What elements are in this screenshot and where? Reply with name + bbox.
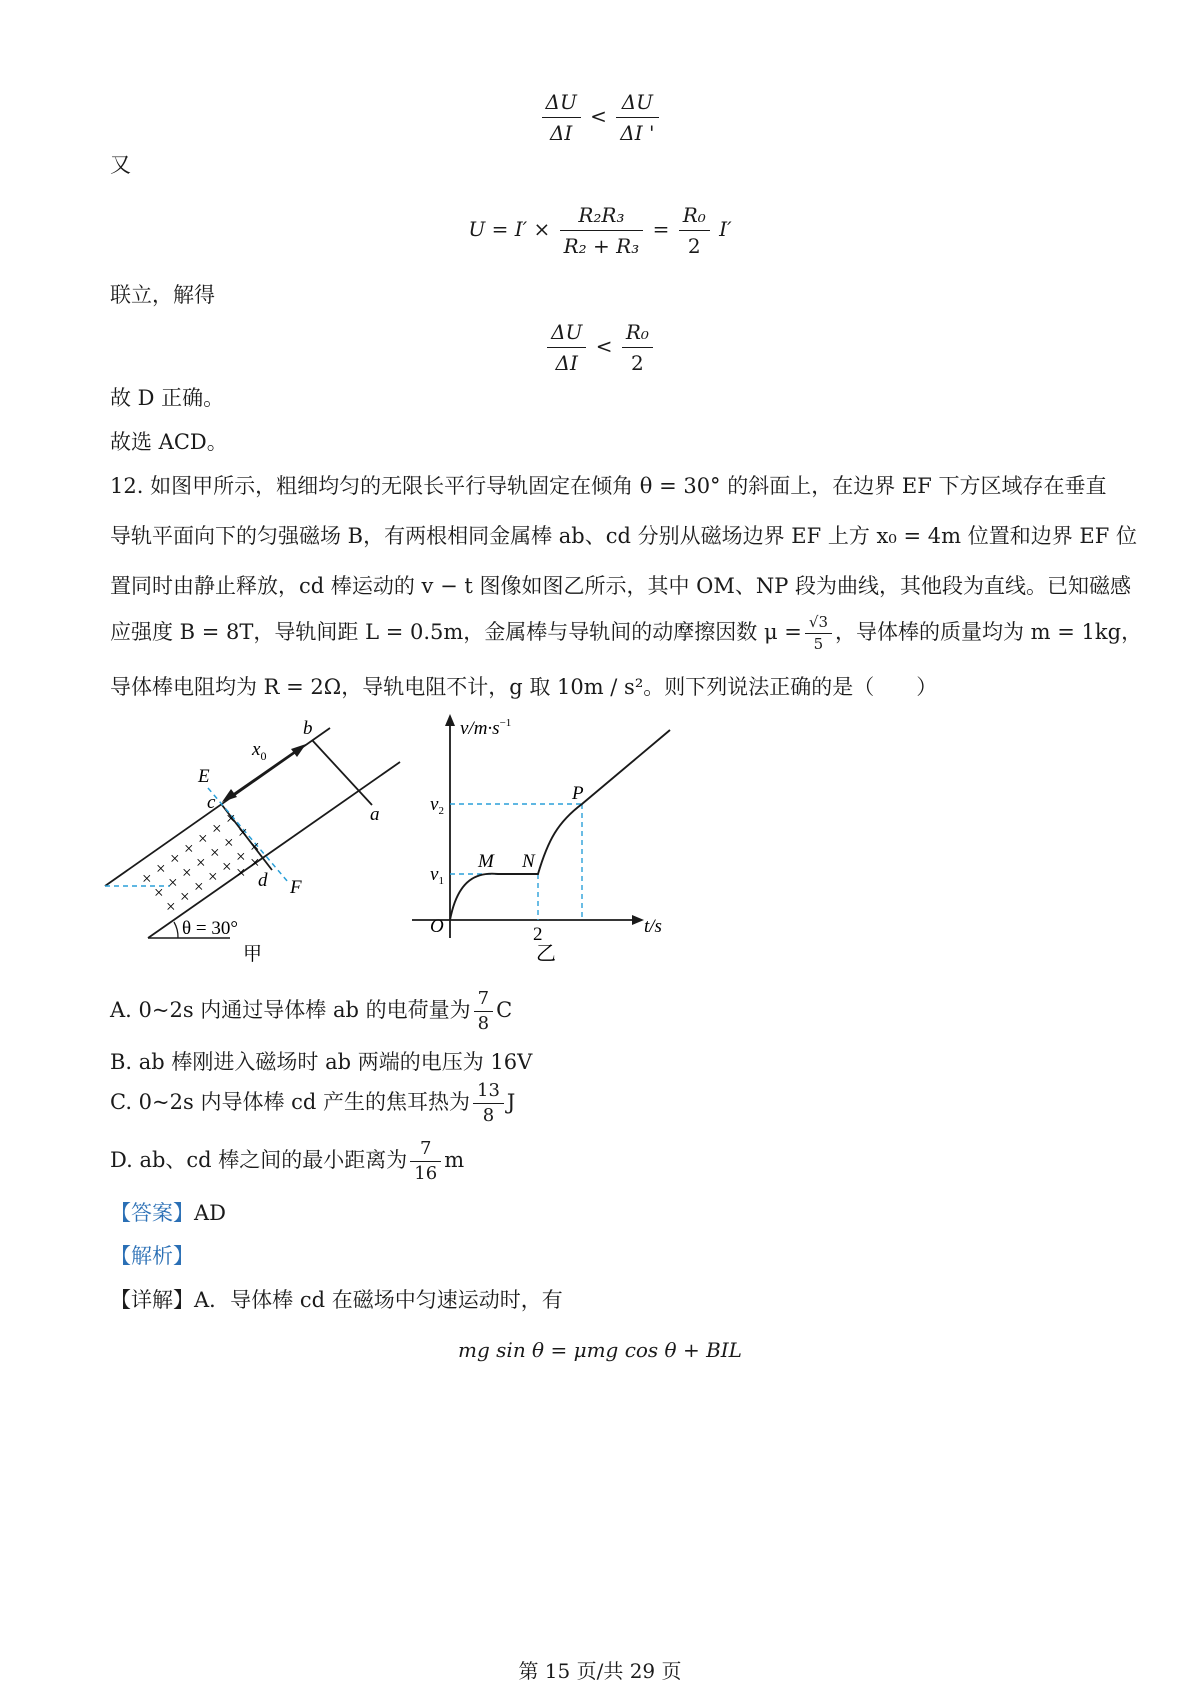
eq2-lhs: U = I′ × [468,217,551,241]
figure-yi [400,710,690,970]
bar-ab [312,740,372,805]
field-cross-mark: × [236,847,246,866]
vt-curve [450,730,670,920]
equation-final: mg sin θ = μmg cos θ + BIL [458,1338,742,1362]
field-cross-mark: × [226,809,236,828]
eq3-op: < [595,334,613,358]
text-you: 又 [110,153,131,177]
v2-label: $v_2$ [430,794,444,817]
field-cross-mark: × [180,887,190,906]
eq1-rhs-den: ΔI ' [620,121,655,145]
eq2-r-num: R₀ [679,203,710,231]
eq2-tail: I′ [719,217,732,241]
equation-3 [0,320,1200,375]
x-axis-label: t/s [644,916,662,937]
q12-line-3: 置同时由静止释放，cd 棒运动的 v − t 图像如图乙所示，其中 OM、NP 段为曲线，其他段为直线。已知磁感 [110,574,1132,598]
q12-line-4b: ，导体棒的质量均为 m = 1kg， [835,620,1143,644]
field-cross-mark: × [154,883,164,902]
field-cross-mark: × [194,877,204,896]
eq3-lhs-den: ΔI [555,351,578,375]
tick-2-label: 2 [533,924,543,945]
answer-value: AD [194,1201,227,1225]
field-cross-mark: × [250,853,260,872]
detail-line [110,1290,563,1311]
label-a: a [370,804,380,825]
option-c [110,1082,515,1125]
analysis-tag: 【解析】 [110,1244,194,1268]
q12-line-4a: 应强度 B = 8T，导轨间距 L = 0.5m，金属棒与导轨间的动摩擦因数 μ = [110,620,802,644]
t-axis-arrow [632,915,644,925]
answer-line [110,1203,226,1224]
field-cross-mark: × [222,857,232,876]
theta-arc [174,922,178,938]
x0-arrowhead-left [222,789,237,802]
analysis-line [110,1246,194,1267]
eq1-op: < [590,104,607,128]
origin-label: O [430,916,444,937]
field-cross-mark: × [170,849,180,868]
field-cross-mark: × [250,837,260,856]
field-cross-mark: × [210,843,220,862]
eq3-lhs-num: ΔU [547,320,586,348]
label-c: c [207,792,216,813]
label-e: E [198,766,210,787]
option-d-num: 7 [410,1140,441,1162]
v-axis-arrow [445,714,455,726]
eq3-rhs-den: 2 [631,351,644,375]
mu-num: √3 [805,615,832,634]
eq3-rhs-num: R₀ [622,320,653,348]
point-n: N [522,851,535,872]
option-c-text: C. 0~2s 内导体棒 cd 产生的焦耳热为 [110,1090,470,1114]
eq1-lhs-den: ΔI [549,121,573,145]
q12-line-5: 导体棒电阻均为 R = 2Ω，导轨电阻不计，g 取 10m / s²。则下列说法正确的是（ ） [110,675,938,699]
detail-text: A．导体棒 cd 在磁场中匀速运动时，有 [194,1288,563,1312]
caption-jia: 甲 [243,944,263,965]
label-x0: $x_0$ [252,739,267,763]
option-c-den: 8 [482,1105,495,1126]
v1-label: $v_1$ [430,864,444,887]
text-d-correct: 故 D 正确。 [110,386,225,410]
eq2-frac-num: R₂R₃ [560,203,644,231]
equation-2 [0,203,1200,258]
q12-line-2: 导轨平面向下的匀强磁场 B，有两根相同金属棒 ab、cd 分别从磁场边界 EF 上方 x₀ = 4m 位置和边界 EF 位 [110,524,1137,548]
point-p: P [572,783,584,804]
option-d [110,1140,464,1183]
page-footer: 第 15 页/共 29 页 [518,1659,682,1683]
eq2-eq: = [652,217,670,241]
option-d-text: D. ab、cd 棒之间的最小距离为 [110,1148,408,1172]
mu-den: 5 [813,635,824,653]
label-theta: θ = 30° [182,918,238,939]
field-cross-mark: × [184,839,194,858]
eq2-r-den: 2 [687,234,701,258]
field-cross-mark: × [166,897,176,916]
x0-arrowhead-right [291,744,306,757]
label-f: F [290,877,302,898]
option-a [110,990,512,1033]
option-a-num: 7 [474,990,493,1012]
field-cross-mark: × [182,863,192,882]
label-d: d [258,870,268,891]
magnetic-field-marks [142,809,260,916]
field-cross-mark: × [142,869,152,888]
q12-line-4 [110,615,1142,652]
figure-jia [100,710,430,970]
label-b: b [303,718,313,739]
text-lianli: 联立，解得 [110,283,215,307]
option-c-num: 13 [473,1082,504,1104]
point-m: M [478,851,494,872]
y-axis-label: $v/m\cdot s^{-1}$ [460,717,512,739]
field-cross-mark: × [238,823,248,842]
option-a-text: A. 0~2s 内通过导体棒 ab 的电荷量为 [110,998,471,1022]
field-cross-mark: × [236,863,246,882]
eq2-frac-den: R₂ + R₃ [563,234,640,258]
option-c-unit: J [506,1090,516,1114]
field-cross-mark: × [212,819,222,838]
option-a-unit: C [496,998,513,1022]
field-cross-mark: × [224,833,234,852]
field-cross-mark: × [198,829,208,848]
q12-line-1: 12. 如图甲所示，粗细均匀的无限长平行导轨固定在倾角 θ = 30° 的斜面上，在边界 EF 下方区域存在垂直 [110,474,1107,498]
eq1-rhs-num: ΔU [616,90,658,118]
text-choose: 故选 ACD。 [110,430,228,454]
eq1-lhs-num: ΔU [542,90,581,118]
option-d-den: 16 [414,1163,438,1184]
option-b: B. ab 棒刚进入磁场时 ab 两端的电压为 16V [110,1050,533,1074]
caption-yi: 乙 [536,943,556,965]
option-d-unit: m [444,1148,465,1172]
option-a-den: 8 [477,1013,490,1034]
field-cross-mark: × [196,853,206,872]
answer-tag: 【答案】 [110,1201,194,1225]
field-cross-mark: × [156,859,166,878]
equation-1 [0,90,1200,145]
field-cross-mark: × [168,873,178,892]
detail-tag: 【详解】 [110,1288,194,1312]
field-cross-mark: × [208,867,218,886]
